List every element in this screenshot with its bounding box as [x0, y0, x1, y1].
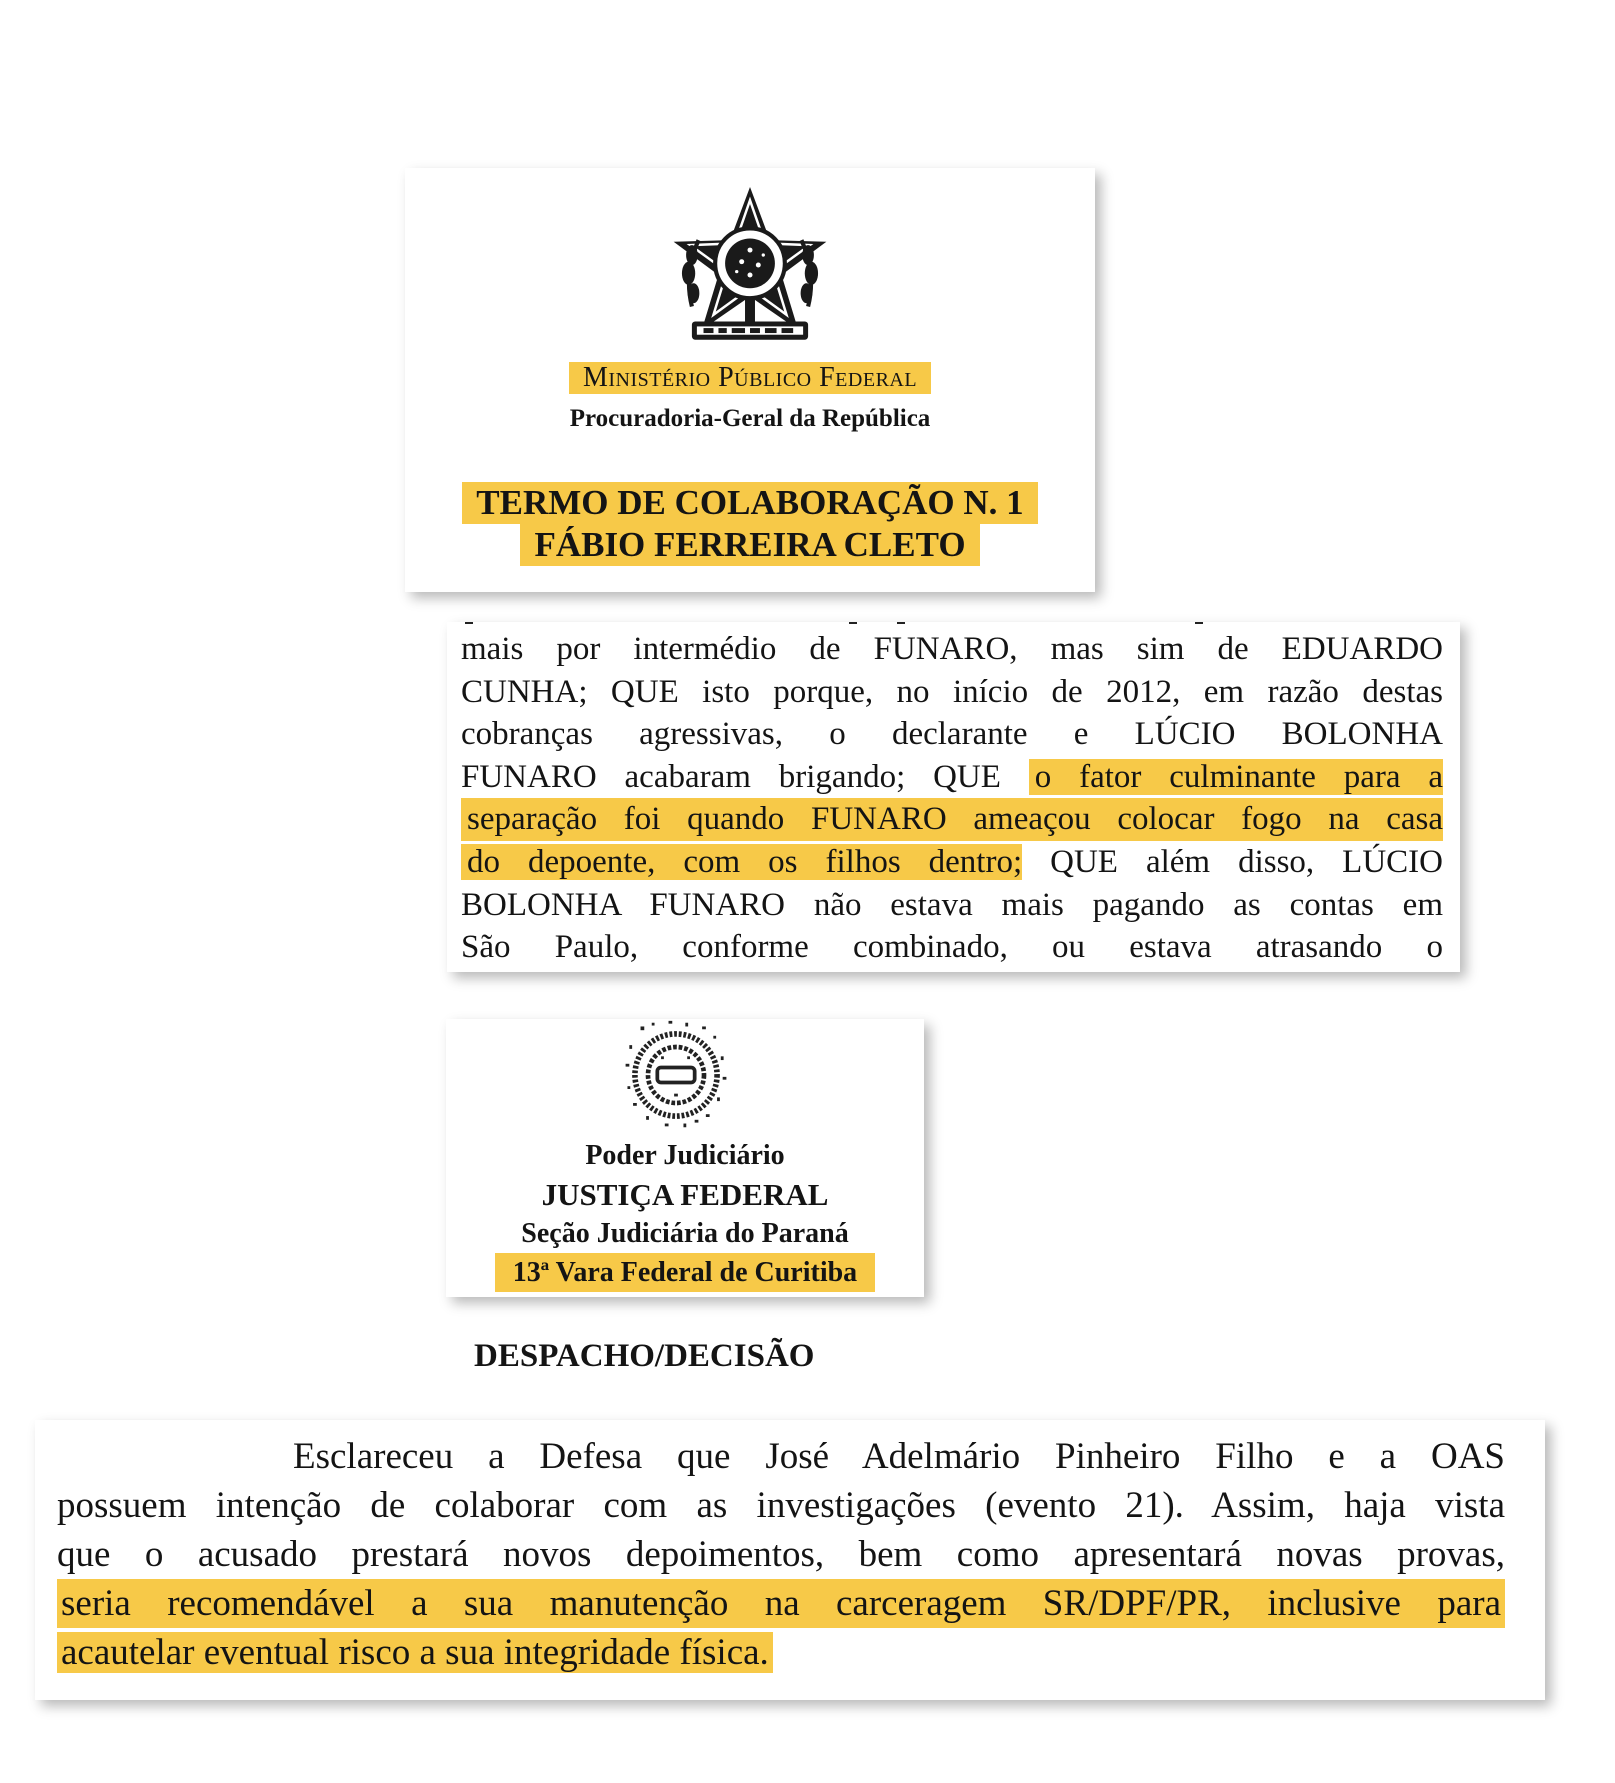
- highlighted-text: seria recomendável a sua manutenção na carceragem SR/DPF/PR, inclusive para: [57, 1579, 1505, 1628]
- decision-title: DESPACHO/DECISÃO: [474, 1338, 815, 1374]
- cut-mark: [849, 622, 857, 624]
- text-line: mais por intermédio de FUNARO, mas sim de EDUARDO: [461, 631, 1443, 667]
- institution-name: Ministério Público Federal: [405, 362, 1095, 394]
- highlighted-text: do depoente, com os filhos dentro;: [461, 844, 1022, 880]
- decision-excerpt-card: [35, 1420, 1545, 1700]
- text-line: do depoente, com os filhos dentro; QUE além disso, LÚCIO: [461, 841, 1443, 884]
- testimony-text: [461, 628, 1443, 969]
- decision-text: [57, 1432, 1505, 1677]
- text-line: BOLONHA FUNARO não estava mais pagando as contas em: [461, 886, 1443, 923]
- text-line: possuem intenção de colaborar com as investigações (evento 21). Assim, haja vista: [57, 1485, 1505, 1526]
- text-line: que o acusado prestará novos depoimentos, bem como apresentará novas provas,: [57, 1534, 1505, 1575]
- section-name: Seção Judiciária do Paraná: [521, 1218, 849, 1249]
- cut-mark: [1195, 622, 1203, 624]
- brazil-coat-of-arms-icon: [667, 182, 833, 348]
- judiciary-seal-icon: [619, 1019, 733, 1131]
- court-header-card: [446, 1019, 924, 1297]
- text-line: [57, 1628, 1505, 1677]
- text-line: São Paulo, conforme combinado, ou estava atrasando o: [461, 929, 1443, 966]
- cut-mark: [897, 622, 905, 624]
- text-line: CUNHA; QUE isto porque, no início de 2012, em razão destas: [461, 673, 1443, 710]
- court-name: 13ª Vara Federal de Curitiba: [495, 1253, 875, 1292]
- text-line: FUNARO acabaram brigando; QUE o fator culminante para a: [461, 758, 1444, 795]
- term-title: TERMO DE COLABORAÇÃO N. 1: [462, 482, 1037, 524]
- cut-mark: [465, 622, 473, 624]
- court-header-lines: [446, 1136, 924, 1292]
- term-heading: [405, 482, 1095, 566]
- mpf-header-card: [405, 168, 1095, 592]
- justice-name: JUSTIÇA FEDERAL: [541, 1177, 829, 1212]
- text-line: cobranças agressivas, o declarante e LÚCIO BOLONHA: [461, 716, 1443, 753]
- testimony-excerpt-card: [447, 622, 1460, 972]
- highlighted-text: separação foi quando FUNARO ameaçou colocar fogo na casa: [461, 798, 1443, 841]
- highlighted-text: o fator culminante para a: [1029, 759, 1443, 795]
- highlighted-text: acautelar eventual risco a sua integridade física.: [57, 1632, 773, 1673]
- collaborator-name: FÁBIO FERREIRA CLETO: [520, 524, 979, 566]
- text-line: Esclareceu a Defesa que José Adelmário Pinheiro Filho e a OAS: [293, 1436, 1505, 1477]
- branch-name: Poder Judiciário: [585, 1140, 785, 1171]
- office-name: Procuradoria-Geral da República: [569, 405, 931, 432]
